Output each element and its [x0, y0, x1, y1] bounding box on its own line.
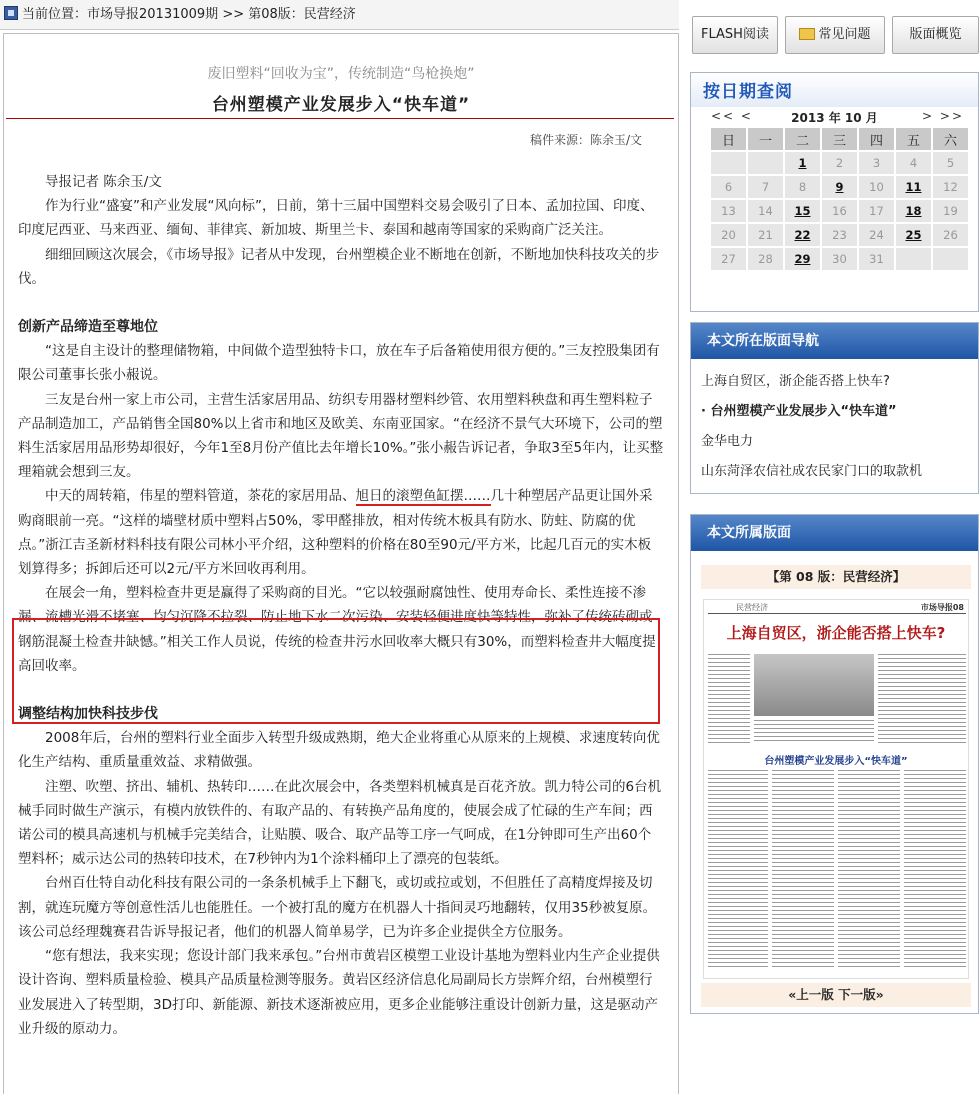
- calendar-day: 30: [822, 248, 857, 270]
- calendar-day: 3: [859, 152, 894, 174]
- thumb-headline: 上海自贸区，浙企能否搭上快车?: [726, 624, 946, 642]
- article-paragraph: 细细回顾这次展会，《市场导报》记者从中发现，台州塑模企业不断地在创新，不断地加快科技攻关的步伐。: [18, 246, 660, 287]
- section-heading: 创新产品缔造至尊地位: [18, 319, 158, 336]
- calendar-empty-cell: [711, 152, 746, 174]
- nav-item[interactable]: 上海自贸区，浙企能否搭上快车?: [701, 374, 890, 389]
- article-paragraph: “这是自主设计的整理储物箱，中间做个造型独特卡口，放在车子后备箱使用很方便的。”三友控股集团有限公司董事长张小赧说。: [18, 343, 660, 384]
- calendar-day: 4: [896, 152, 931, 174]
- calendar-day[interactable]: 29: [785, 248, 820, 270]
- calendar-title: 按日期查阅: [703, 82, 793, 102]
- calendar-day: 12: [933, 176, 968, 198]
- calendar-day: 21: [748, 224, 783, 246]
- faq-button[interactable]: [785, 16, 885, 54]
- calendar-day: 14: [748, 200, 783, 222]
- calendar-day: 27: [711, 248, 746, 270]
- calendar-day: 26: [933, 224, 968, 246]
- article-paragraph: 三友是台州一家上市公司，主营生活家居用品、纺织专用器材塑料纱管、农用塑料秧盘和再生塑料粒子产品制造加工，产品销售全国80%以上省市和地区及欧美、东南亚国家。“在经济不景气大环境下，公司的塑料生活家居用品形势却很好，今年1至8月份产值比去年增长10%。”张小赧告诉记者，争取3至5年内，让买整理箱就会想到三友。: [18, 391, 664, 481]
- highlight-box: [12, 618, 660, 724]
- thumb-masthead-right: 市场导报08: [920, 603, 964, 612]
- prev-page-link[interactable]: «上一版: [788, 987, 834, 1002]
- calendar-header: [691, 73, 978, 107]
- calendar-empty-cell: [896, 248, 931, 270]
- page-overview-button[interactable]: 版面概览: [892, 16, 979, 54]
- next-page-link[interactable]: 下一版»: [838, 987, 884, 1002]
- article-byline: 导报记者 陈余玉/文: [45, 174, 162, 190]
- article-paragraph: 注塑、吹塑、挤出、辅机、热转印……在此次展会中，各类塑料机械真是百花齐放。凯力特公司的6台机械手同时做生产演示，有模内放铁件的、有取产品的、有转换产品角度的，使展会成了忙碌的生产车间；西诺公司的模具高速机与机械手完美结合，让贴膜、吸合、取产品等工序一气呵成，在1分钟即可生产出60个塑料杯；威示达公司的热转印技术，在7秒钟内为1个涂料桶印上了漂亮的包装纸。: [18, 778, 662, 868]
- page-panel: [690, 514, 979, 1014]
- weekday-header: 六: [933, 128, 968, 150]
- weekday-header: 四: [859, 128, 894, 150]
- breadcrumb-separator: >>: [222, 7, 245, 22]
- calendar-day[interactable]: 11: [896, 176, 931, 198]
- location-icon: [4, 6, 18, 20]
- calendar-empty-cell: [748, 152, 783, 174]
- calendar-panel: [690, 72, 979, 312]
- calendar-day: 17: [859, 200, 894, 222]
- weekday-header: 三: [822, 128, 857, 150]
- calendar-day: 31: [859, 248, 894, 270]
- faq-label: 常见问题: [818, 27, 871, 42]
- thumb-masthead-left: 民营经济: [736, 603, 768, 612]
- calendar-empty-cell: [933, 248, 968, 270]
- weekday-header: 五: [896, 128, 931, 150]
- calendar-day: 23: [822, 224, 857, 246]
- breadcrumb-section: 第08版：民营经济: [248, 7, 356, 22]
- calendar-day[interactable]: 9: [822, 176, 857, 198]
- calendar-day: 13: [711, 200, 746, 222]
- page-panel-title: 本文所属版面: [691, 515, 978, 551]
- calendar-month: 2013 年 10 月: [791, 111, 878, 125]
- article-title: 台州塑模产业发展步入“快车道”: [211, 95, 471, 115]
- nav-item[interactable]: 山东菏泽农信社成农民家门口的取款机: [701, 464, 923, 479]
- calendar-day: 10: [859, 176, 894, 198]
- calendar-day: 7: [748, 176, 783, 198]
- article-paragraph: “您有想法，我来实现；您设计部门我来承包。”台州市黄岩区模塑工业设计基地为塑料业内生产企业提供设计咨询、塑料质量检验、模具产品质量检测等服务。黄岩区经济信息化局副局长方崇辉介绍，台州模塑行业发展进入了转型期，3D打印、新能源、新技术逐渐被应用，更多企业能够注重设计创新力量，这是驱动产业升级的原动力。: [18, 948, 660, 1037]
- highlighted-paragraph: 在展会一角，塑料检查井更是赢得了采购商的目光。“它以较强耐腐蚀性、使用寿命长、柔性连接不渗漏、流槽光滑不堵塞、均匀沉降不拉裂、防止地下水二次污染、安装轻便进度快等特性，弥补了传统砖砌或钢筋混凝土检查井缺憾。”相关工作人员说，传统的检查井污水回收率大概只有30%，而塑料检查井大幅度提高回收率。: [18, 585, 656, 674]
- article-subtitle: 废旧塑料“回收为宝”，传统制造“鸟枪换炮”: [207, 66, 475, 82]
- title-divider: [6, 118, 674, 119]
- article-paragraph: 作为行业“盛宴”和产业发展“风向标”，日前，第十三届中国塑料交易会吸引了日本、孟加拉国、印度、印度尼西亚、马来西亚、缅甸、菲律宾、新加坡、斯里兰卡、泰国和越南等国家的采购商广泛关注。: [18, 198, 654, 239]
- calendar-next-button[interactable]: > >>: [922, 109, 964, 123]
- calendar-day[interactable]: 25: [896, 224, 931, 246]
- page-nav-panel: [690, 322, 979, 494]
- article-paragraph: [18, 484, 664, 581]
- weekday-header: 一: [748, 128, 783, 150]
- calendar-day: 24: [859, 224, 894, 246]
- article-source: 稿件来源：陈余玉/文: [529, 133, 642, 147]
- calendar-day: 5: [933, 152, 968, 174]
- calendar-day: 6: [711, 176, 746, 198]
- nav-item[interactable]: 金华电力: [701, 434, 754, 449]
- article-panel: [3, 33, 679, 1094]
- text-segment: 几十种塑居产品更让国外采购商眼前一亮。“这样的墙壁材质中塑料占50%，零甲醛排放，相对传统木板具有防水、防蛀、防腐的优点。”浙江吉圣新材料科技有限公司林小平介绍，这种塑料的价格在80至90元/平方米，比起几百元的实木板划算得多；拆卸后还可以2元/平方米回收再利用。: [18, 488, 653, 578]
- nav-item-current[interactable]: · 台州塑模产业发展步入“快车道”: [701, 404, 897, 419]
- article-paragraph: 2008年后，台州的塑料行业全面步入转型升级成熟期，绝大企业将重心从原来的上规模、求速度转向优化生产结构、重质量重效益、求精做强。: [18, 730, 660, 771]
- calendar-day[interactable]: 22: [785, 224, 820, 246]
- breadcrumb: [0, 0, 679, 30]
- calendar-day[interactable]: 15: [785, 200, 820, 222]
- calendar-day: 19: [933, 200, 968, 222]
- thumb-headline-2: 台州塑模产业发展步入“快车道”: [764, 756, 908, 767]
- calendar-day: 2: [822, 152, 857, 174]
- underlined-text: 旭日的滚塑鱼缸摆……: [355, 488, 491, 505]
- article-body: [18, 170, 664, 1041]
- toolbar: [690, 16, 979, 54]
- calendar-day: 20: [711, 224, 746, 246]
- weekday-header: 日: [711, 128, 746, 150]
- weekday-header: 二: [785, 128, 820, 150]
- flash-read-button[interactable]: FLASH阅读: [692, 16, 778, 54]
- breadcrumb-issue-link[interactable]: 市场导报20131009期: [87, 7, 219, 22]
- calendar-grid: [709, 126, 970, 272]
- calendar-day: 16: [822, 200, 857, 222]
- thumb-photo: [754, 654, 874, 716]
- calendar-day: 8: [785, 176, 820, 198]
- envelope-icon: [799, 28, 815, 40]
- section-heading: 调整结构加快科技步伐: [18, 706, 158, 723]
- calendar-day: 28: [748, 248, 783, 270]
- calendar-day[interactable]: 1: [785, 152, 820, 174]
- page-thumbnail[interactable]: [703, 599, 969, 979]
- calendar-day[interactable]: 18: [896, 200, 931, 222]
- page-nav-title: 本文所在版面导航: [691, 323, 978, 359]
- calendar-prev-button[interactable]: << <: [711, 109, 753, 123]
- text-segment: 中天的周转箱，伟星的塑料管道，茶花的家居用品、: [45, 488, 356, 505]
- article-paragraph: 台州百仕特自动化科技有限公司的一条条机械手上下翻飞，或切或拉或划，不但胜任了高精度焊接及切割，就连玩魔方等创意性活儿也能胜任。一个被打乱的魔方在机器人十指间灵巧地翻转，仅用35秒被复原。该公司总经理魏赛君告诉导报记者，他们的机器人简单易学，已为许多企业提供全方位服务。: [18, 875, 657, 940]
- page-label: 【第 08 版：民营经济】: [701, 565, 971, 589]
- breadcrumb-prefix: 当前位置：: [22, 7, 88, 22]
- page-pager: [701, 983, 971, 1007]
